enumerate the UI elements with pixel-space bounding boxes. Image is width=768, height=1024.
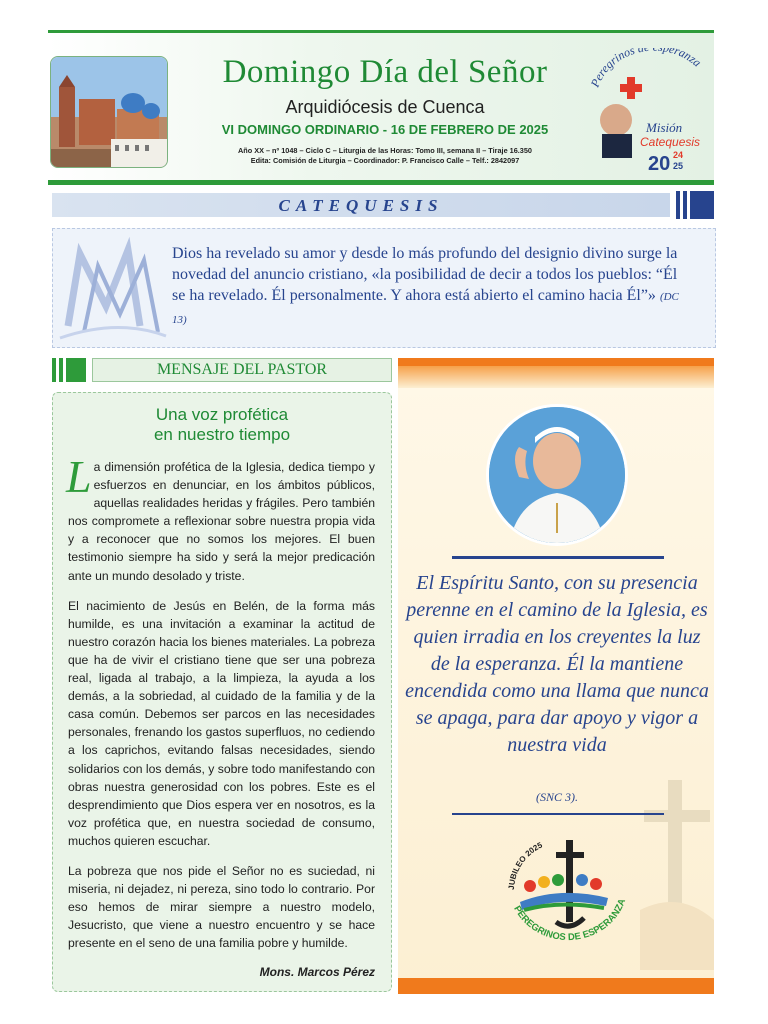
logo-arc-text: eregrinos eranza — [591, 48, 705, 83]
jubileo-top-text: JUBILEO 2025 — [506, 840, 544, 891]
header-top-rule — [48, 30, 714, 33]
intro-text — [172, 243, 692, 331]
quote-top-rule — [452, 556, 664, 559]
mision-catequesis-logo — [590, 48, 712, 178]
liturgical-date: VI DOMINGO ORDINARIO - 16 DE FEBRERO DE 2025 — [221, 122, 549, 137]
paragraph-1 — [66, 451, 375, 585]
pastor-title-line-1: Una voz profética — [155, 405, 289, 424]
diocese-name: Arquidiócesis de Cuenca — [285, 97, 485, 117]
paragraph-3: La pobreza que nos pide el Señor no es suciedad, ni miseria, ni dejadez, ni pereza, sino todo lo contrario. Por eso hemos de mirar siempre a nuestro modelo, Jesucristo, que viene a nuestro encuentro y se hace presente en el seno de una familia pobre y humilde. — [68, 863, 375, 951]
pope-portrait — [486, 404, 628, 546]
cathedral-photo — [50, 56, 168, 168]
quote-reference: (SNC 3). — [536, 790, 578, 804]
publication-info-line-2: Edita: Comisión de Liturgia – Coordinador: P. Francisco Calle – Telf.: 2842097 — [250, 156, 520, 165]
publication-info — [180, 146, 590, 166]
logo-year-c: 25 — [673, 161, 684, 171]
pastor-article-title — [52, 405, 392, 445]
paragraph-1-text: a dimensión profética de la Iglesia, dedica tiempo y esfuerzos en denunciar, en los ámbitos públicos, aquellas realidades heridas y frágiles. Pero también nos compromete a reflexionar sobre nuestra propia vida y a reconocer que no somos los mejores. El buen testimonio siempre ha sido y será la mejor predicación ante un mundo desolado y triste. — [68, 460, 375, 583]
pastor-header: MENSAJE DEL PASTOR — [156, 361, 328, 378]
quote-panel-top-rule — [398, 358, 714, 366]
pastor-title-line-2: en nuestro tiempo — [153, 425, 291, 444]
logo-year-b: 24 — [673, 150, 684, 160]
quote-text: El Espíritu Santo, con su presencia perenne en el camino de la Iglesia, es quien irradia en los creyentes la luz de la esperanza. Él la mantiene encendida como una llama que nunca se apaga, para dar apoyo y vigor a nuestra vida — [405, 572, 709, 756]
newsletter-title: Domingo Día del Señor — [222, 54, 548, 90]
section-title: CATEQUESIS — [278, 196, 444, 215]
jubileo-bottom-text: PEREGRINOS DE ESPERANZA — [511, 897, 629, 944]
paragraph-2: El nacimiento de Jesús en Belén, de la forma más humilde, es una invitación a examinar la actitud de nuestro corazón hacia los bienes materiales. La pobreza que ha de vivir el cristiano tiene que ser una pobreza real, ligada al trabajo, a la limpieza, la ayuda a los demás, a la sobriedad, al cuidado de la familia y de la casa común. Debemos ser parcos en las necesidades personales, frenando los gastos superfluos, no cediendo a los caprichos, evitando falsas necesidades, siendo solidarios con los demás, y sobre todo manifestando con obras nuestra generosidad con los pobres. Este es el desprendimiento que Dios espera ver en nosotros, es la voz profética que, en nuestra sociedad de consumo, muchos quieren escuchar. — [68, 598, 375, 848]
intro-reference: (DC 13) — [172, 291, 679, 326]
quote-panel-bottom-rule — [398, 978, 714, 994]
header-bottom-rule — [48, 180, 714, 185]
pastor-article-body — [66, 451, 375, 964]
logo-year-a: 20 — [648, 153, 671, 175]
section-bar-stripes — [676, 191, 714, 219]
quote-bottom-rule — [452, 813, 664, 815]
publication-info-line-1: Año XX – nº 1048 – Ciclo C – Liturgia de las Horas: Tomo III, semana II – Tiraje 16.350 — [238, 146, 532, 155]
pastor-signature: Mons. Marcos Pérez — [259, 965, 375, 979]
svg-text:Peregrinos de esperanza — [590, 48, 704, 90]
pastor-header-stripes — [52, 358, 86, 382]
mm-monogram-icon — [58, 236, 168, 340]
jubileo-logo — [500, 832, 630, 950]
logo-line-1: Misión — [646, 120, 683, 135]
intro-body: Dios ha revelado su amor y desde lo más profundo del designio divino surge la novedad del anuncio cristiano, «la posibilidad de decir a todos los pueblos: “Él se ha revelado. Él personalmente. Y ahora está abierto el camino hacia Él”» — [172, 245, 678, 304]
quote-panel-gradient — [398, 366, 714, 388]
drop-cap: L — [66, 451, 92, 502]
logo-line-2: Catequesis — [640, 135, 701, 149]
